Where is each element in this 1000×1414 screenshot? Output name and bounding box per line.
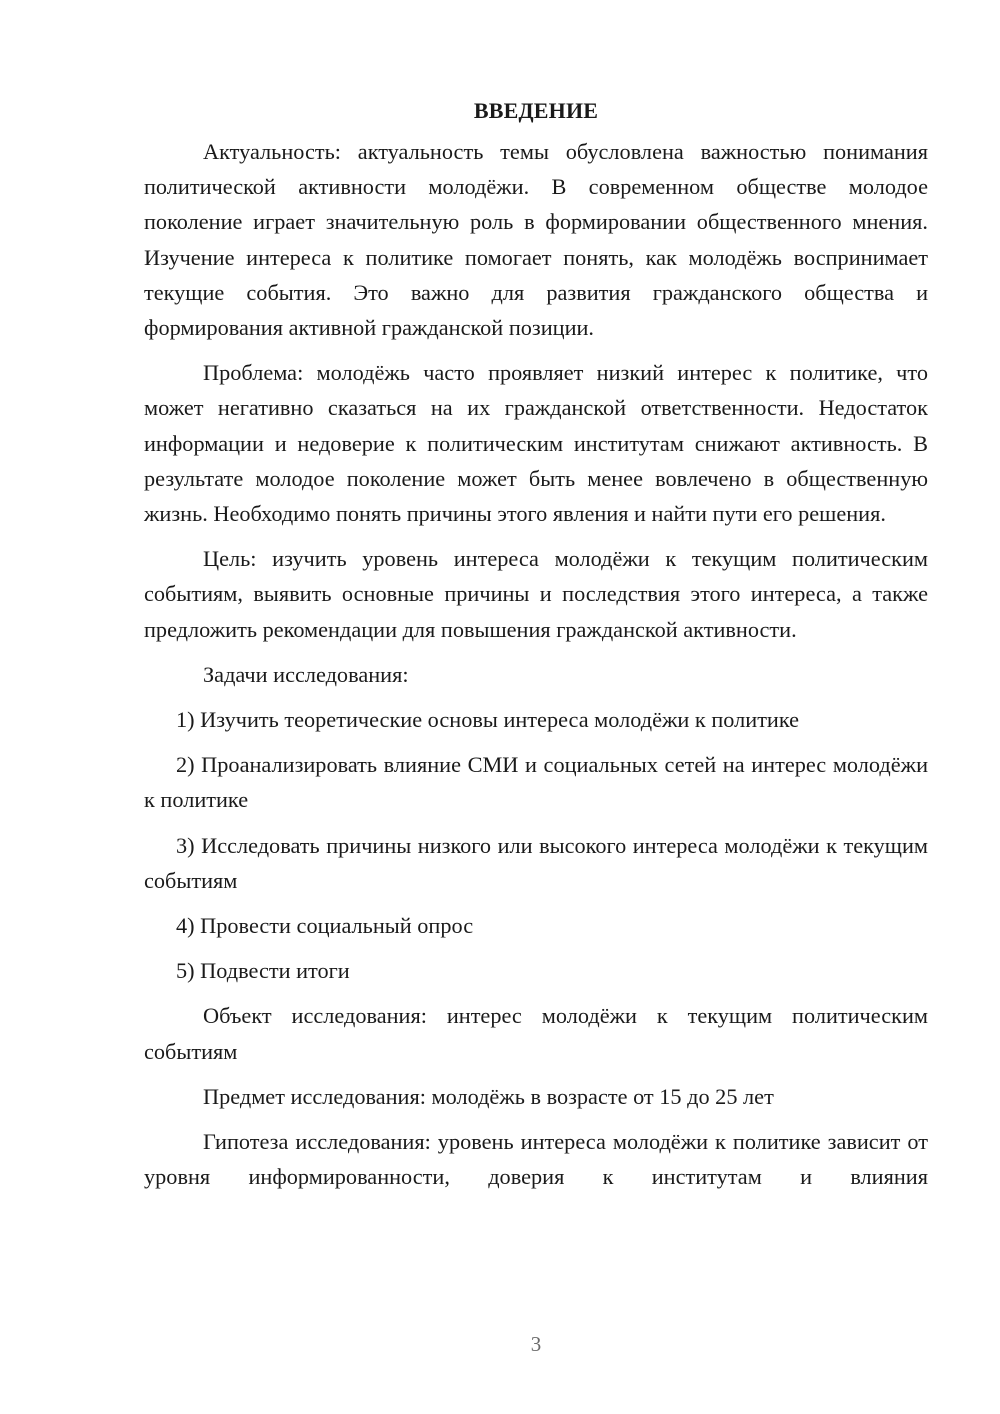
paragraph-subject: Предмет исследования: молодёжь в возрасте от 15 до 25 лет <box>203 1083 774 1109</box>
paragraph-goal: Цель: изучить уровень интереса молодёжи к текущим политическим событиям, выявить основные причины и последствия этого интереса, а также предложить рекомендации для повышения гражданской активности. <box>144 546 928 642</box>
paragraph-hypothesis: Гипотеза исследования: уровень интереса молодёжи к политике зависит от уровня информированности, доверия к институтам и влияния <box>144 1129 928 1190</box>
task-item-3: 3) Исследовать причины низкого или высокого интереса молодёжи к текущим событиям <box>144 832 928 893</box>
paragraph-object: Объект исследования: интерес молодёжи к текущим политическим событиям <box>144 1003 928 1064</box>
tasks-heading: Задачи исследования: <box>203 661 409 687</box>
page-number: 3 <box>530 1332 542 1356</box>
paragraph-problem: Проблема: молодёжь часто проявляет низкий интерес к политике, что может негативно сказаться на их гражданской ответственности. Недостаток информации и недоверие к политическим институтам снижают активность. В результате молодое поколение может быть менее вовлечено в общественную жизнь. Необходимо понять причины этого явления и найти пути его решения. <box>144 360 928 527</box>
section-title: ВВЕДЕНИЕ <box>473 98 599 123</box>
document-page <box>144 93 928 1204</box>
task-item-1: 1) Изучить теоретические основы интереса молодёжи к политике <box>176 707 800 733</box>
task-item-5: 5) Подвести итоги <box>176 958 350 984</box>
paragraph-relevance: Актуальность: актуальность темы обусловлена важностью понимания политической активности молодёжи. В современном обществе молодое поколение играет значительную роль в формировании общественного мнения. Изучение интереса к политике помогает понять, как молодёжь воспринимает текущие события. Это важно для развития гражданского общества и формирования активной гражданской позиции. <box>144 139 928 341</box>
task-item-2: 2) Проанализировать влияние СМИ и социальных сетей на интерес молодёжи к политике <box>144 752 928 813</box>
task-item-4: 4) Провести социальный опрос <box>176 913 474 939</box>
